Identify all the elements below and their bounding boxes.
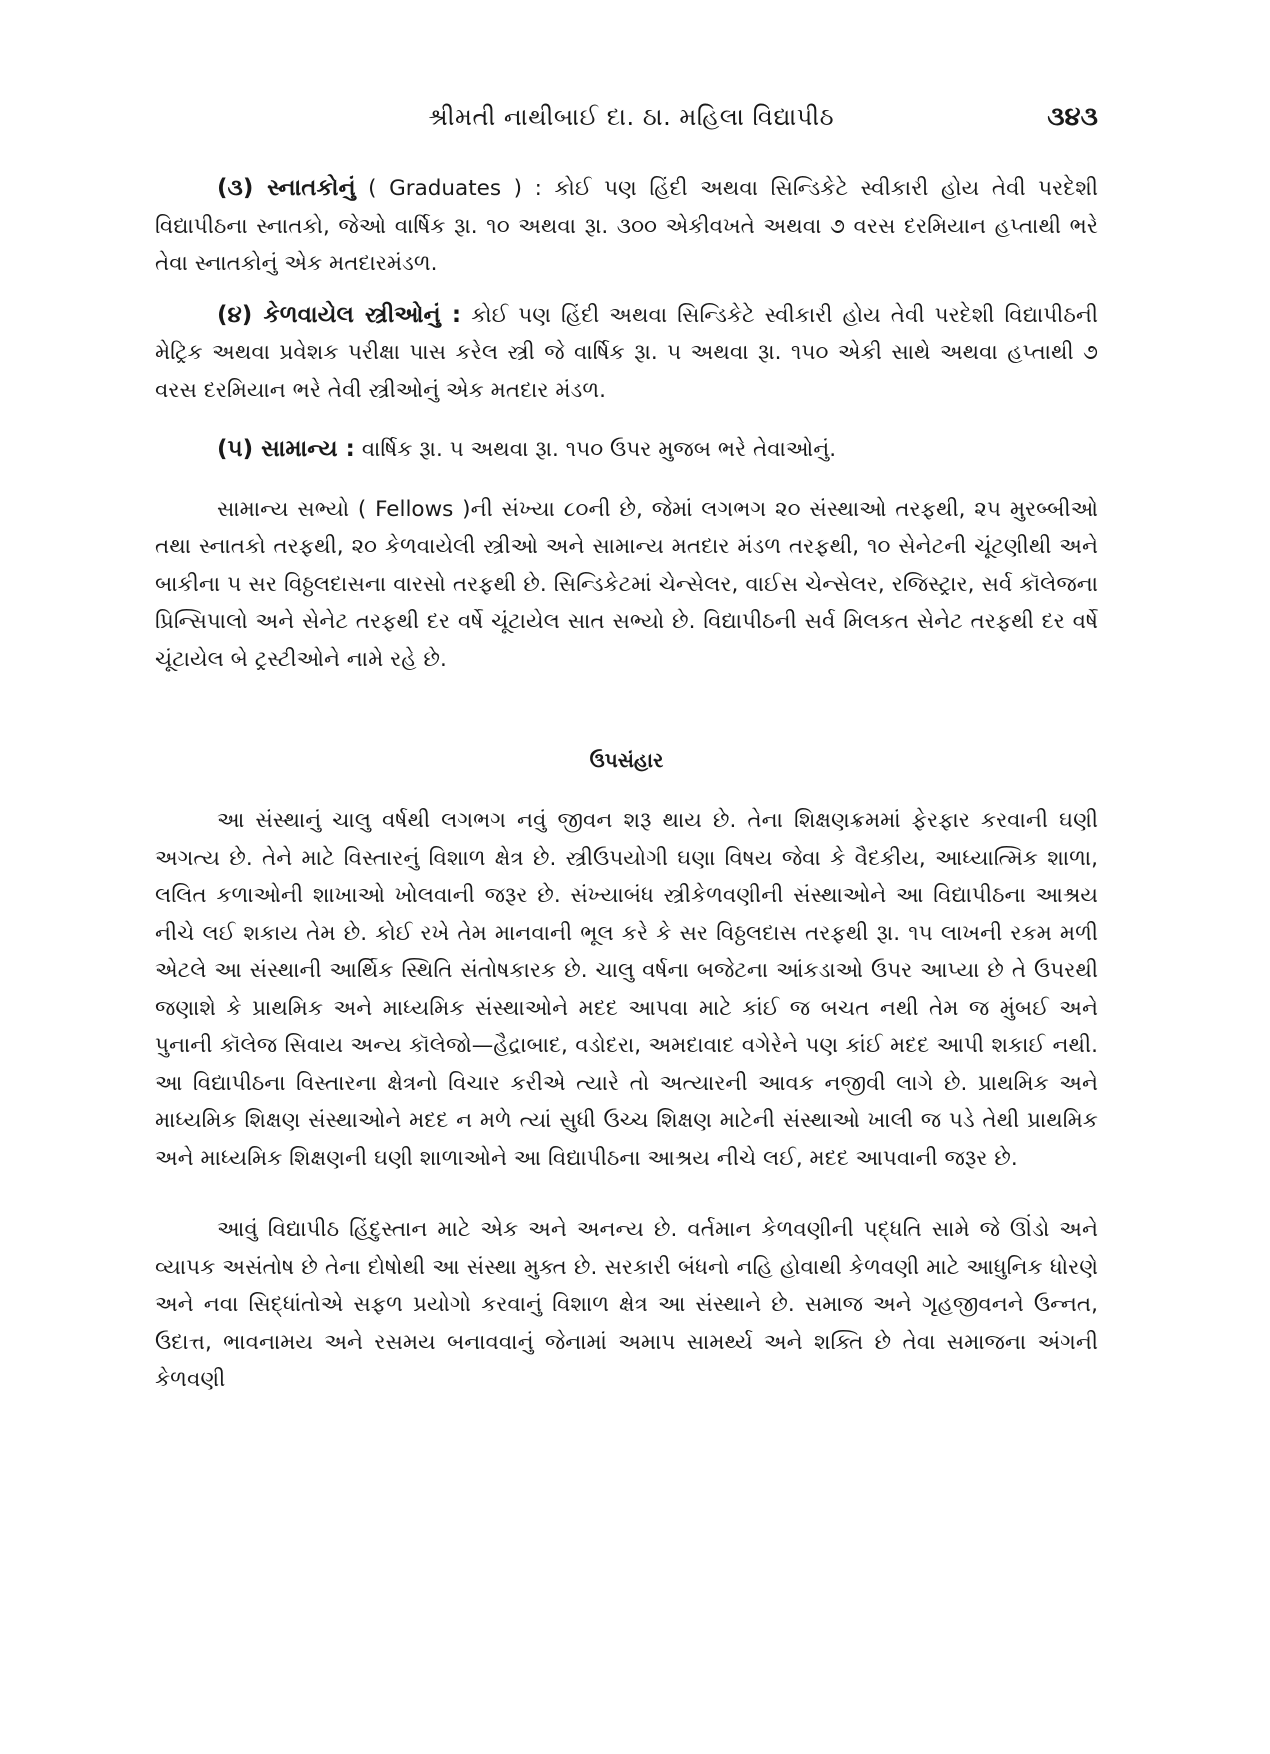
educated-women-paragraph — [155, 297, 1098, 410]
graduates-heading: (૩) સ્નાતકોનું — [217, 175, 356, 201]
closing-paragraph: આવું વિદ્યાપીઠ હિંદુસ્તાન માટે એક અને અનન્ય છે. વર્તમાન કેળવણીની પદ્ધતિ સામે જે ઊંડો અને વ્યાપક અસંતોષ છે તેના દોષોથી આ સંસ્થા મુક્ત છે. સરકારી બંધનો નહિ હોવાથી કેળવણી માટે આધુનિક ધોરણે અને નવા સિદ્ધાંતોએ સફળ પ્રયોગો કરવાનું વિશાળ ક્ષેત્ર આ સંસ્થાને છે. સમાજ અને ગૃહજીવનને ઉન્નત, ઉદાત્ત, ભાવનામય અને રસમય બનાવવાનું જેનામાં અમાપ સામર્થ્ય અને શક્તિ છે તેવા સમાજના અંગની કેળવણી — [155, 1217, 1098, 1392]
fellows-paragraph: સામાન્ય સભ્યો ( Fellows )ની સંખ્યા ૮૦ની છે, જેમાં લગભગ ૨૦ સંસ્થાઓ તરફથી, ૨૫ મુરબ્બીઓ તથા સ્નાતકો તરફથી, ૨૦ કેળવાયેલી સ્ત્રીઓ અને સામાન્ય મતદાર મંડળ તરફથી, ૧૦ સેનેટની ચૂંટણીથી અને બાકીના ૫ સર વિઠ્ઠલદાસના વારસો તરફથી છે. સિન્ડિકેટમાં ચેન્સેલર, વાઈસ ચેન્સેલર, રજિસ્ટ્રાર, સર્વ કૉલેજના પ્રિન્સિપાલો અને સેનેટ તરફથી દર વર્ષે ચૂંટાયેલ સાત સભ્યો છે. વિદ્યાપીઠની સર્વ મિલકત સેનેટ તરફથી દર વર્ષે ચૂંટાયેલ બે ટ્રસ્ટીઓને નામે રહે છે. — [155, 496, 1098, 672]
educated-women-text: કોઈ પણ હિંદી અથવા સિન્ડિકેટે સ્વીકારી હોય તેવી પરદેશી વિદ્યાપીઠની મેટ્રિક અથવા પ્રવેશક પરીક્ષા પાસ કરેલ સ્ત્રી જે વાર્ષિક રૂા. ૫ અથવા રૂા. ૧૫૦ એકી સાથે અથવા હપ્તાથી ૭ વરસ દરમિયાન ભરે તેવી સ્ત્રીઓનું એક મતદાર મંડળ. — [155, 302, 1098, 403]
running-title: શ્રીમતી નાથીબાઈ દા. ઠા. મહિલા વિદ્યાપીઠ — [428, 103, 835, 131]
running-header — [155, 102, 1098, 150]
graduates-paragraph — [155, 170, 1098, 283]
general-text: વાર્ષિક રૂા. ૫ અથવા રૂા. ૧૫૦ ઉપર મુજબ ભરે તેવાઓનું. — [354, 437, 837, 462]
general-paragraph — [155, 431, 1098, 469]
conclusion-paragraph: આ સંસ્થાનું ચાલુ વર્ષથી લગભગ નવું જીવન શરૂ થાય છે. તેના શિક્ષણક્રમમાં ફેરફાર કરવાની ઘણી અગત્ય છે. તેને માટે વિસ્તારનું વિશાળ ક્ષેત્ર છે. સ્ત્રીઉપયોગી ઘણા વિષય જેવા કે વૈદકીય, આધ્યાત્મિક શાળા, લલિત કળાઓની શાખાઓ ખોલવાની જરૂર છે. સંખ્યાબંધ સ્ત્રીકેળવણીની સંસ્થાઓને આ વિદ્યાપીઠના આશ્રય નીચે લઈ શકાય તેમ છે. કોઈ રખે તેમ માનવાની ભૂલ કરે કે સર વિઠ્ઠલદાસ તરફથી રૂા. ૧૫ લાખની રકમ મળી એટલે આ સંસ્થાની આર્થિક સ્થિતિ સંતોષકારક છે. ચાલુ વર્ષના બજેટના આંકડાઓ ઉપર આપ્યા છે તે ઉપરથી જણાશે કે પ્રાથમિક અને માધ્યમિક સંસ્થાઓને મદદ આપવા માટે કાંઈ જ બચત નથી તેમ જ મુંબઈ અને પુનાની કૉલેજ સિવાય અન્ય કૉલેજો—હૈદ્રાબાદ, વડોદરા, અમદાવાદ વગેરેને પણ કાંઈ મદદ આપી શકાઈ નથી. આ વિદ્યાપીઠના વિસ્તારના ક્ષેત્રનો વિચાર કરીએ ત્યારે તો અત્યારની આવક નજીવી લાગે છે. પ્રાથમિક અને માધ્યમિક શિક્ષણ સંસ્થાઓને મદદ ન મળે ત્યાં સુધી ઉચ્ચ શિક્ષણ માટેની સંસ્થાઓ ખાલી જ પડે તેથી પ્રાથમિક અને માધ્યમિક શિક્ષણની ઘણી શાળાઓને આ વિદ્યાપીઠના આશ્રય નીચે લઈ, મદદ આપવાની જરૂર છે. — [155, 808, 1098, 1171]
section-heading: ઉપસંહાર — [589, 748, 664, 772]
page-number: ૩૪૩ — [1047, 102, 1098, 132]
graduates-text: ( Graduates ) : કોઈ પણ હિંદી અથવા સિન્ડિકેટે સ્વીકારી હોય તેવી પરદેશી વિદ્યાપીઠના સ્નાતકો, જેઓ વાર્ષિક રૂા. ૧૦ અથવા રૂા. ૩૦૦ એકીવખતે અથવા ૭ વરસ દરમિયાન હપ્તાથી ભરે તેવા સ્નાતકોનું એક મતદારમંડળ. — [155, 176, 1098, 276]
general-heading: (૫) સામાન્ય : — [217, 436, 355, 462]
educated-women-heading: (૪) કેળવાયેલ સ્ત્રીઓનું : — [217, 301, 462, 328]
